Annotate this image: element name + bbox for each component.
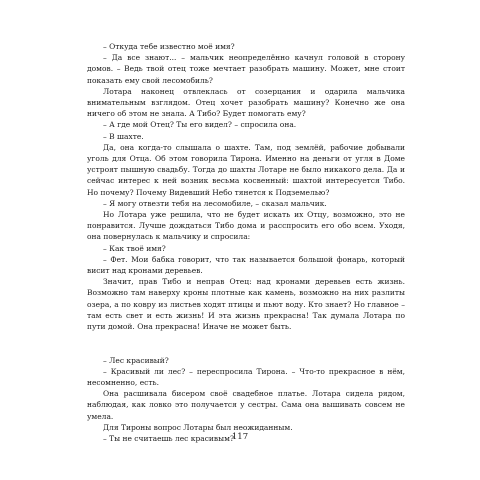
paragraph: – Фет. Мои бабка говорит, что так называется большой фонарь, который висит над кронами деревьев.	[87, 254, 405, 276]
paragraph: Но Лотара уже решила, что не будет искать их Отцу, возможно, это не понравится. Лучше дождаться Тибо дома и расспросить его обо всем. Уходя, она повернулась к мальчику и спросила:	[87, 210, 405, 242]
paragraph: – Красивый ли лес? – переспросила Тирона. – Что-то прекрасное в нём, несомненно, есть.	[87, 366, 405, 388]
paragraph: – В шахте.	[103, 131, 144, 141]
paragraph: – Да все знают... – мальчик неопределённо качнул головой в сторону домов. – Ведь твой отец тоже мечтает разобрать машину. Может, мне стоит показать ему свой лесомобиль?	[87, 53, 405, 85]
paragraph: Лотара наконец отвлеклась от созерцания и одарила мальчика внимательным взглядом. Отец хочет разобрать машину? Конечно же она ничего об этом не знала. А Тибо? Будет помогать ему?	[87, 86, 405, 119]
paragraph: – А где мой Отец? Ты его видел? – спросила она.	[103, 120, 297, 130]
paragraph: Да, она когда-то слышала о шахте. Там, под землёй, рабочие добывали уголь для Отца. Об этом говорила Тирона. Именно на деньги от угля в Доме устроят пышную свадьбу. Тогда до шахты Лотаре не было никакого дела. Да и сейчас интерес к ней возник весьма косвенный: шахтой интересуется Тибо. Но почему? Почему Видевший Небо тянется к Подземелью?	[87, 142, 405, 197]
paragraph: – Как твоё имя?	[103, 243, 166, 253]
section-break	[87, 332, 405, 343]
paragraph: – Лес красивый?	[103, 355, 169, 365]
paragraph: Для Тироны вопрос Лотары был неожиданным.	[103, 422, 293, 432]
section-break	[87, 343, 405, 354]
paragraph: – Я могу отвезти тебя на лесомобиле, – сказал мальчик.	[103, 198, 327, 208]
paragraph: Значит, прав Тибо и неправ Отец: над кронами деревьев есть жизнь. Возможно там наверху кроны плотные как камень, возможно на них разлиты озера, а по ковру из листьев ходят птицы и пьют воду. Кто знает? Но главное – там есть свет и есть жизнь! И эта жизнь прекрасна! Так думала Лотара по пути домой. Она прекрасна! Иначе не может быть.	[87, 277, 405, 332]
page-text	[87, 41, 405, 444]
paragraph: – Ты не считаешь лес красивым?	[103, 434, 234, 444]
paragraph: – Откуда тебе известно моё имя?	[103, 42, 235, 51]
paragraph: Она расшивала бисером своё свадебное платье. Лотара сидела рядом, наблюдая, как ловко это получается у сестры. Сама она вышивать совсем не умела.	[87, 389, 405, 421]
page-number: 117	[231, 432, 249, 442]
